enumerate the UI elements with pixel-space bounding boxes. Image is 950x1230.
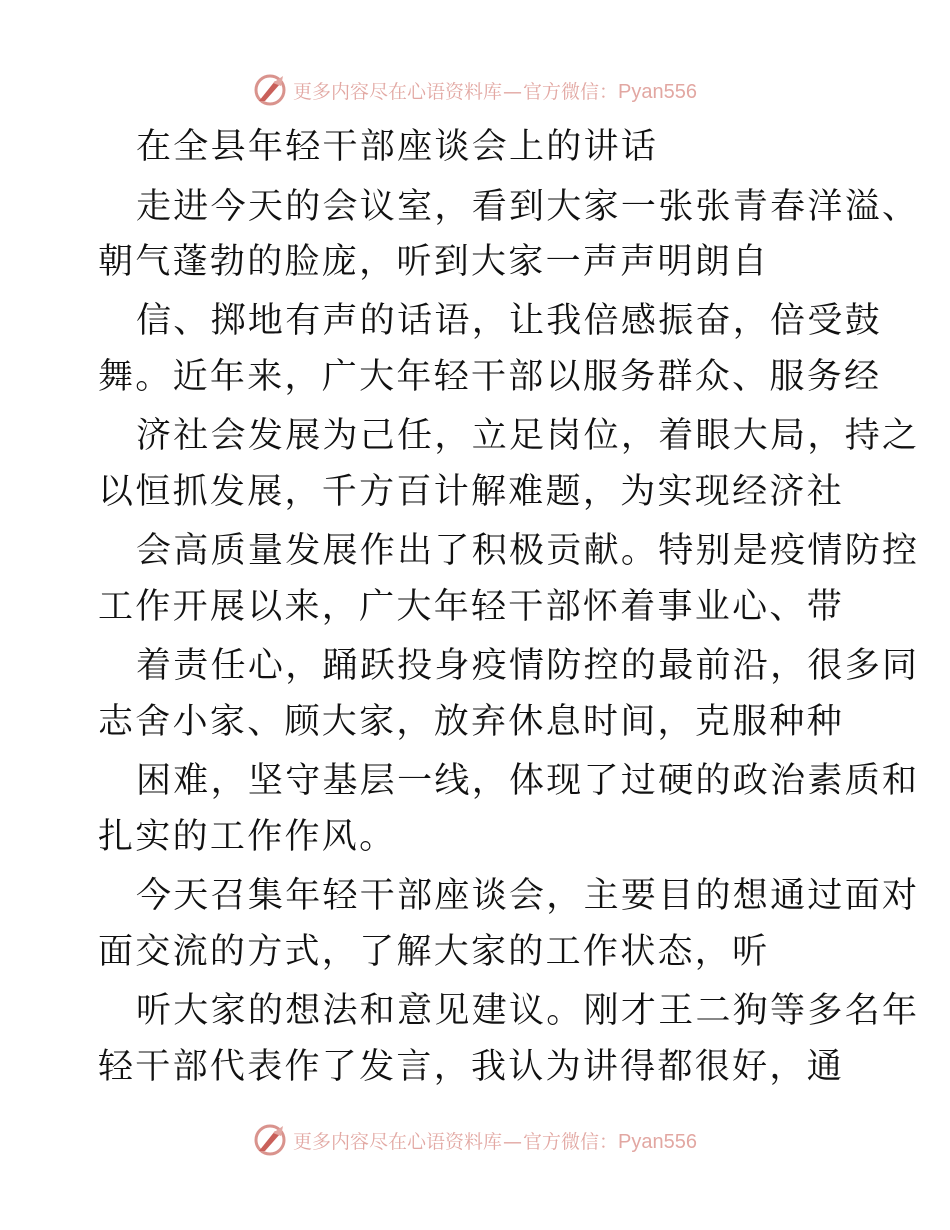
text-line: 困难，坚守基层一线，体现了过硬的政治素质和 — [136, 761, 920, 801]
footer-watermark — [0, 1120, 950, 1160]
text-line: 面交流的方式，了解大家的工作状态，听 — [98, 932, 770, 972]
text-line: 着责任心，踊跃投身疫情防控的最前沿，很多同 — [136, 646, 920, 686]
watermark-text: 更多内容尽在心语资料库—官方微信：Pyan556 — [293, 1130, 697, 1153]
text-line: 志舍小家、顾大家，放弃休息时间，克服种种 — [98, 702, 845, 742]
text-line: 济社会发展为己任，立足岗位，着眼大局，持之 — [136, 416, 920, 456]
text-line: 走进今天的会议室，看到大家一张张青春洋溢、 — [136, 187, 920, 227]
text-line: 信、掷地有声的话语，让我倍感振奋，倍受鼓 — [136, 301, 883, 341]
text-line: 会高质量发展作出了积极贡献。特别是疫情防控 — [136, 531, 920, 571]
text-line: 今天召集年轻干部座谈会，主要目的想通过面对 — [136, 876, 920, 916]
quill-logo-icon — [253, 1123, 287, 1157]
text-line: 轻干部代表作了发言，我认为讲得都很好，通 — [98, 1047, 845, 1087]
document-title: 在全县年轻干部座谈会上的讲话 — [136, 127, 659, 167]
text-line: 舞。近年来，广大年轻干部以服务群众、服务经 — [98, 357, 882, 397]
text-line: 朝气蓬勃的脸庞，听到大家一声声明朗自 — [98, 242, 770, 282]
text-line: 以恒抓发展，千方百计解难题，为实现经济社 — [98, 472, 845, 512]
text-line: 听大家的想法和意见建议。刚才王二狗等多名年 — [136, 991, 920, 1031]
watermark-text: 更多内容尽在心语资料库—官方微信：Pyan556 — [293, 80, 697, 103]
text-line: 扎实的工作作风。 — [98, 817, 397, 857]
text-line: 工作开展以来，广大年轻干部怀着事业心、带 — [98, 587, 845, 627]
